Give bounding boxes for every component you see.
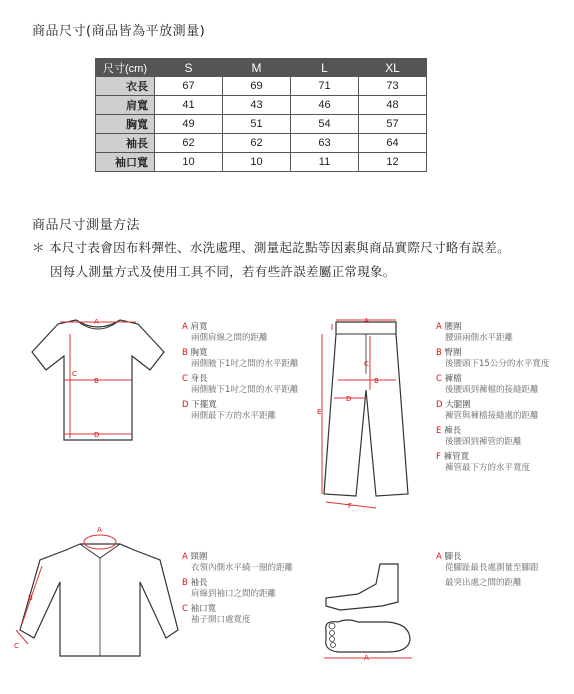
legend-desc: 後腰頭到褲管的距離	[445, 437, 522, 447]
foot-marker-a: A	[364, 654, 369, 662]
legend-name: 大腿圍	[445, 400, 471, 410]
shirt-marker-c: C	[14, 642, 19, 650]
header-cell: XL	[359, 59, 427, 77]
header-cell: 尺寸(cm)	[96, 59, 155, 77]
table-cell: 10	[155, 153, 223, 172]
pants-marker-d: D	[346, 395, 352, 403]
table-cell: 51	[223, 115, 291, 134]
tshirt-diagram	[28, 312, 168, 452]
legend-name: 肩寬	[190, 322, 208, 332]
legend-name: 身長	[190, 374, 208, 384]
legend-desc: 袖子開口處寬度	[191, 615, 251, 625]
table-cell: 41	[155, 96, 223, 115]
legend-key: B	[182, 578, 188, 588]
legend-desc: 兩側肩線之間的距離	[191, 333, 268, 343]
legend-desc: 兩側腋下1吋之間的水平距離	[191, 359, 299, 369]
foot-legend	[436, 552, 539, 589]
legend-name: 臀圍	[444, 348, 462, 358]
size-table-header	[96, 59, 427, 77]
table-cell: 48	[359, 96, 427, 115]
foot-diagram	[318, 560, 418, 664]
pants-legend	[436, 322, 549, 474]
shirt-legend	[182, 552, 293, 626]
legend-name: 褲長	[444, 426, 462, 436]
header-cell: S	[155, 59, 223, 77]
legend-key: A	[182, 322, 188, 332]
legend-desc: 從腳趾最長處測量至腳跟	[445, 563, 539, 573]
legend-key: C	[182, 374, 188, 384]
table-cell: 67	[155, 77, 223, 96]
table-cell: 43	[223, 96, 291, 115]
row-label: 衣長	[96, 77, 155, 96]
legend-key: E	[436, 426, 442, 436]
table-cell: 71	[291, 77, 359, 96]
row-label: 肩寬	[96, 96, 155, 115]
table-cell: 62	[223, 134, 291, 153]
table-row	[96, 96, 427, 115]
legend-desc: 肩線到袖口之間的距離	[191, 589, 277, 599]
legend-name: 頸圍	[190, 552, 208, 562]
table-cell: 73	[359, 77, 427, 96]
legend-name: 腳長	[444, 552, 462, 562]
table-cell: 57	[359, 115, 427, 134]
legend-desc: 兩側腋下1吋之間的水平距離	[191, 385, 299, 395]
table-cell: 12	[359, 153, 427, 172]
pants-marker-f: F	[348, 502, 353, 510]
legend-key: D	[182, 400, 189, 410]
legend-key: D	[436, 400, 443, 410]
table-cell: 11	[291, 153, 359, 172]
pants-marker-c: C	[364, 360, 369, 368]
table-cell: 10	[223, 153, 291, 172]
tshirt-legend	[182, 322, 298, 422]
legend-key: A	[436, 552, 442, 562]
shirt-marker-a: A	[97, 526, 102, 534]
legend-desc: 最突出處之間的距離	[445, 578, 522, 588]
shirt-diagram	[10, 520, 180, 660]
note-line-1: ＊ 本尺寸表會因布料彈性、水洗處理、測量起訖點等因素與商品實際尺寸略有誤差。	[32, 240, 510, 255]
table-cell: 46	[291, 96, 359, 115]
table-cell: 63	[291, 134, 359, 153]
table-row	[96, 153, 427, 172]
pants-diagram	[312, 314, 422, 510]
size-heading: 商品尺寸(商品皆為平放測量)	[32, 24, 206, 39]
legend-name: 褲管寬	[443, 452, 470, 462]
legend-desc: 褲管與褲檔接縫處的距離	[445, 411, 539, 421]
note-line-2: 因每人測量方式及使用工具不同，若有些許誤差屬正常現象。	[50, 264, 396, 279]
tshirt-marker-b: B	[94, 377, 99, 385]
tshirt-marker-a: A	[94, 318, 99, 326]
legend-key: F	[436, 452, 441, 462]
legend-name: 褲檔	[444, 374, 462, 384]
table-row	[96, 77, 427, 96]
legend-name: 袖口寬	[190, 604, 217, 614]
legend-desc: 後腰頭到褲檔的接縫距離	[445, 385, 539, 395]
legend-name: 胸寬	[190, 348, 208, 358]
legend-desc: 兩側最下方的水平距離	[191, 411, 277, 421]
legend-desc: 腰頭兩側水平距離	[445, 333, 514, 343]
row-label: 袖長	[96, 134, 155, 153]
header-cell: L	[291, 59, 359, 77]
tshirt-marker-c: C	[72, 370, 77, 378]
table-cell: 49	[155, 115, 223, 134]
row-label: 胸寬	[96, 115, 155, 134]
table-row	[96, 134, 427, 153]
table-cell: 64	[359, 134, 427, 153]
legend-key: C	[182, 604, 188, 614]
legend-name: 袖長	[190, 578, 208, 588]
legend-desc: 後腰頭下15公分的水平寬度	[445, 359, 550, 369]
tshirt-marker-d: D	[94, 431, 100, 439]
method-heading: 商品尺寸測量方法	[32, 218, 141, 233]
legend-desc: 褲管最下方的水平寬度	[445, 463, 531, 473]
pants-marker-a: A	[364, 317, 369, 325]
legend-key: A	[182, 552, 188, 562]
row-label: 袖口寬	[96, 153, 155, 172]
table-cell: 62	[155, 134, 223, 153]
table-cell: 54	[291, 115, 359, 134]
pants-marker-e: E	[317, 408, 322, 416]
legend-key: B	[182, 348, 188, 358]
header-cell: M	[223, 59, 291, 77]
table-row	[96, 115, 427, 134]
legend-key: A	[436, 322, 442, 332]
shirt-marker-b: B	[28, 594, 33, 602]
legend-name: 腰圍	[444, 322, 462, 332]
legend-name: 下擺寬	[191, 400, 217, 410]
legend-key: C	[436, 374, 442, 384]
legend-desc: 衣領內側水平繞一圈的距離	[191, 563, 294, 573]
legend-key: B	[436, 348, 442, 358]
size-table	[95, 58, 427, 172]
table-cell: 69	[223, 77, 291, 96]
pants-marker-b: B	[374, 377, 379, 385]
